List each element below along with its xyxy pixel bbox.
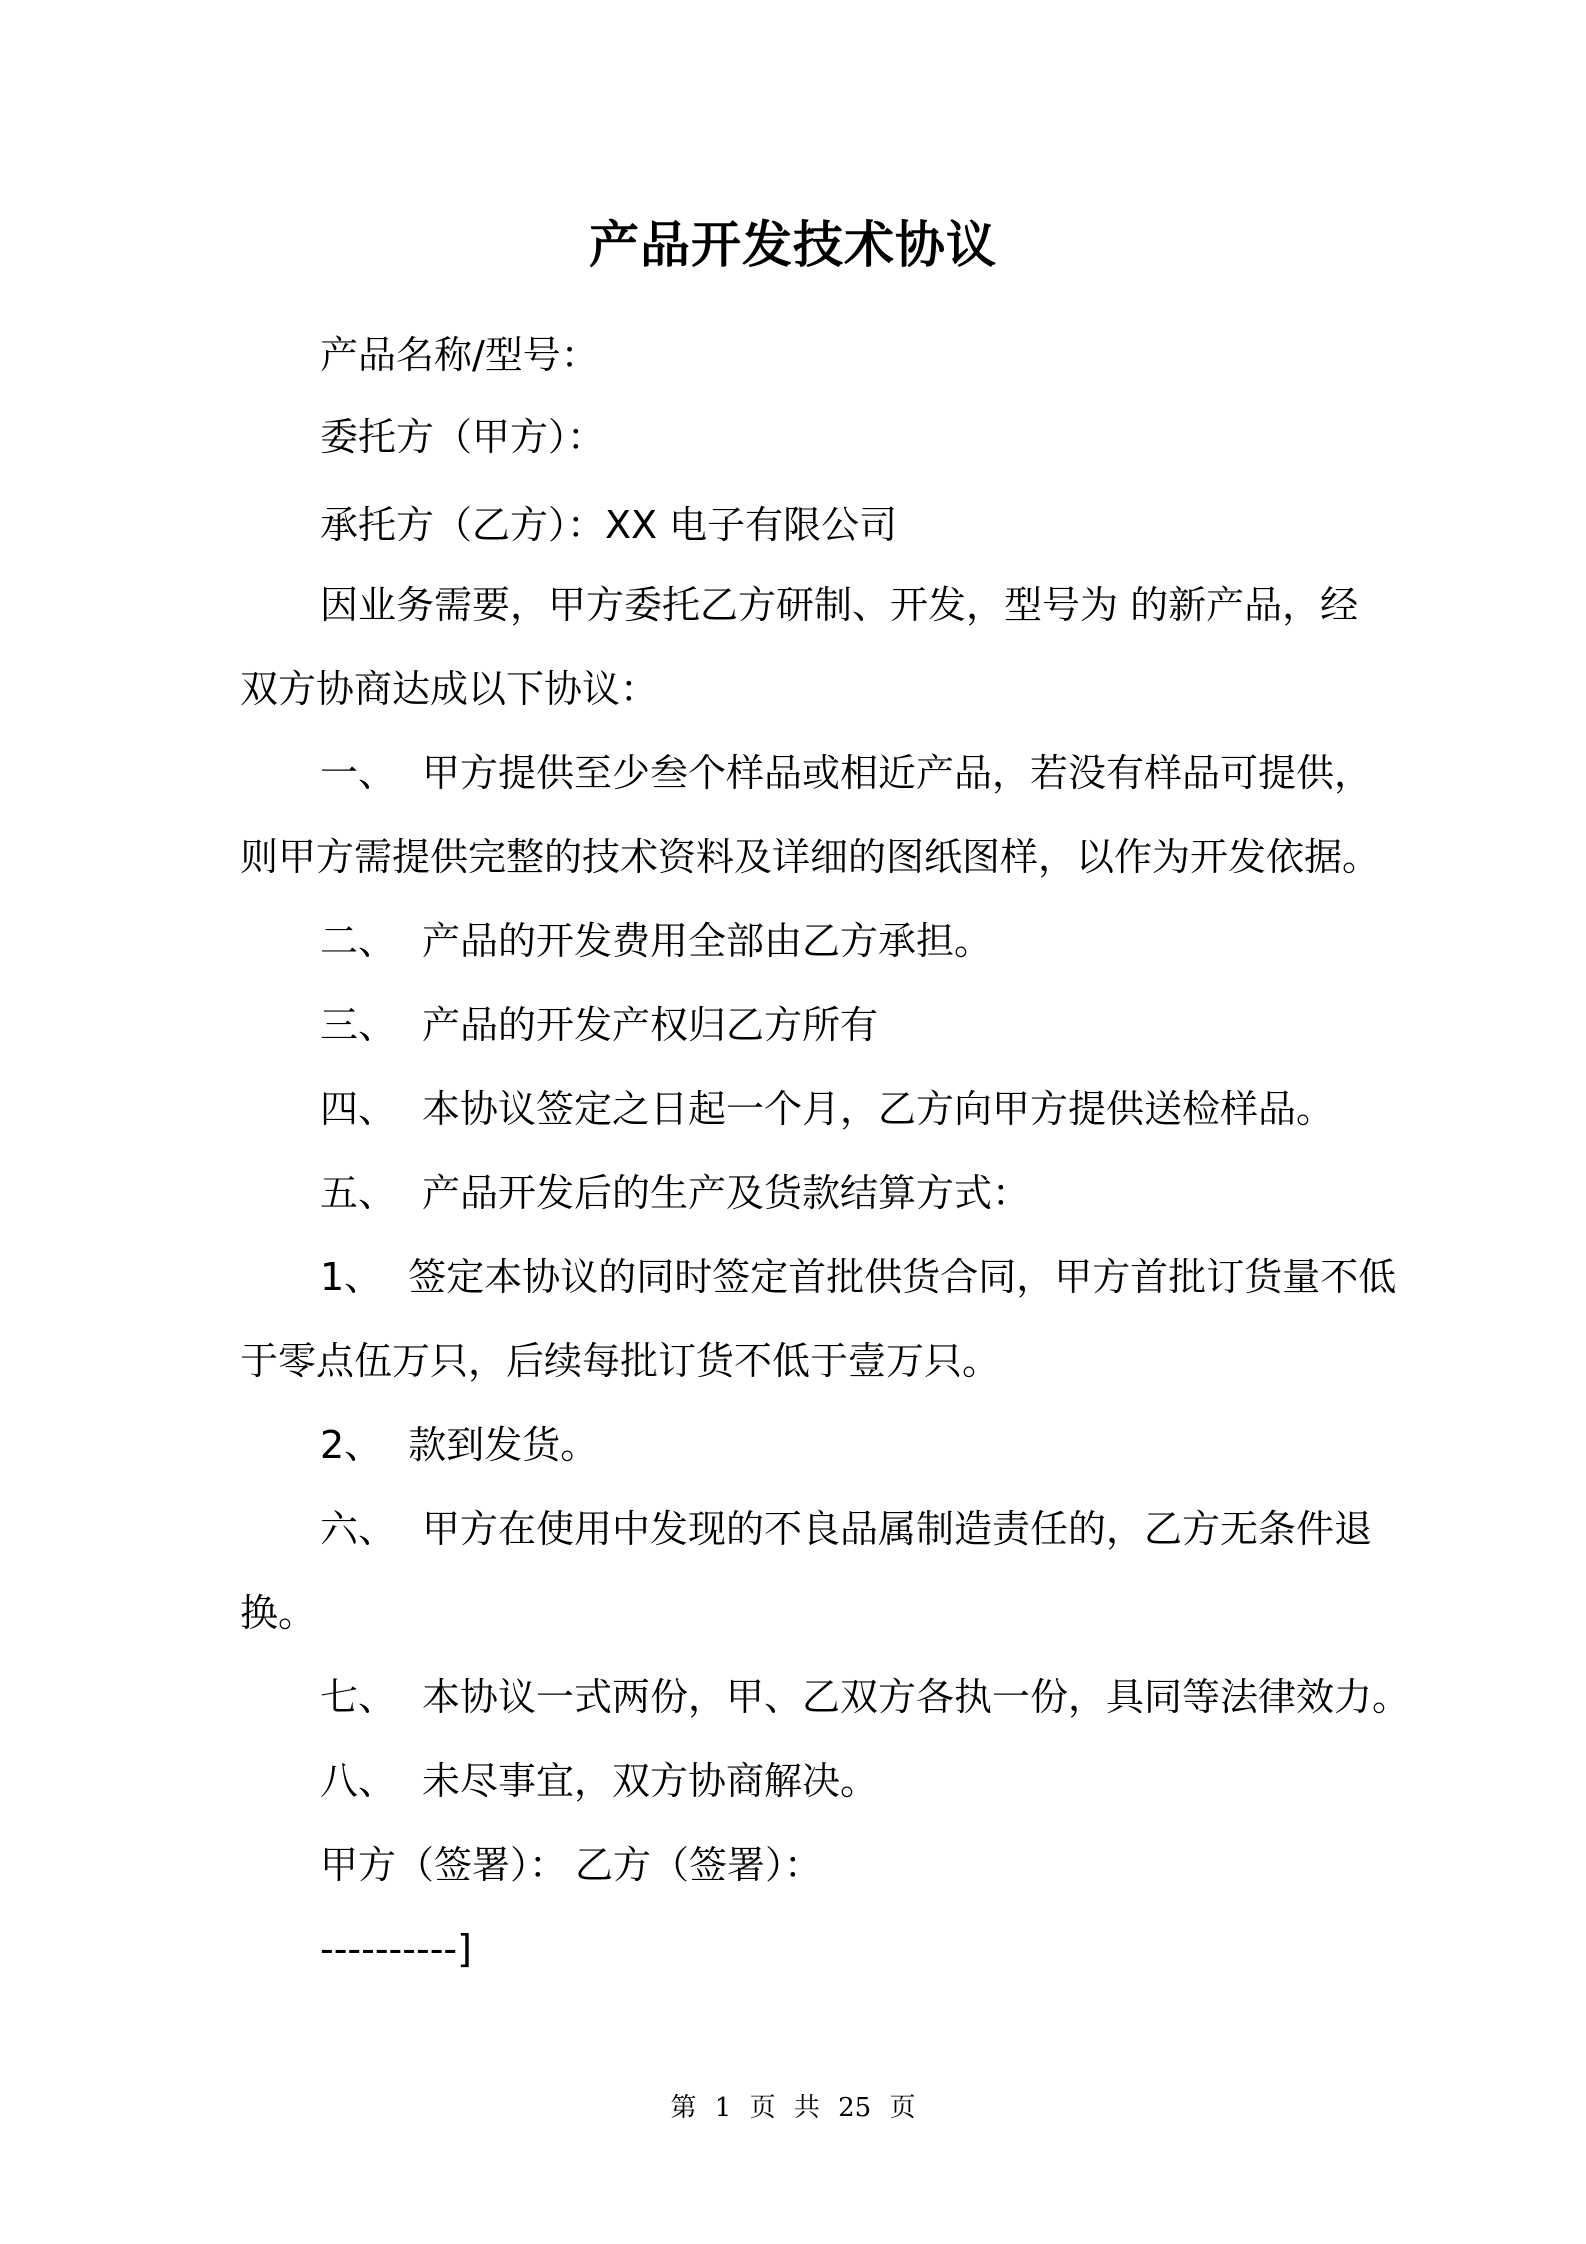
clause-4-number: 四、 — [320, 1087, 397, 1131]
subclause-1-number: 1、 — [320, 1255, 383, 1299]
signature-line — [320, 1840, 822, 1890]
clause-2 — [320, 916, 992, 966]
page-footer: 第 1 页 共 25 页 — [670, 2093, 916, 2123]
clause-4-text: 本协议签定之日起一个月，乙方向甲方提供送检样品。 — [422, 1087, 1335, 1131]
document-title: 产品开发技术协议 — [589, 216, 997, 274]
clause-2-text: 产品的开发费用全部由乙方承担。 — [422, 919, 993, 963]
clause-5-number: 五、 — [320, 1171, 397, 1215]
clause-2-number: 二、 — [320, 919, 397, 963]
clause-6-text: 甲方在使用中发现的不良品属制造责任的，乙方无条件退 — [422, 1507, 1373, 1551]
clause-1-line-2: 则甲方需提供完整的技术资料及详细的图纸图样，以作为开发依据。 — [240, 835, 1381, 879]
clause-1-number: 一、 — [320, 751, 397, 795]
party-b-signature: 乙方（签署）： — [575, 1843, 823, 1887]
clause-7 — [320, 1672, 1410, 1722]
clause-3 — [320, 1000, 878, 1050]
clause-5-text: 产品开发后的生产及货款结算方式： — [422, 1171, 1031, 1215]
end-mark: ----------] — [320, 1927, 472, 1971]
field-client: 委托方（甲方）： — [320, 415, 606, 459]
clause-3-number: 三、 — [320, 1003, 397, 1047]
clause-5 — [320, 1168, 1030, 1218]
subclause-2-text: 款到发货。 — [408, 1423, 599, 1467]
party-a-signature: 甲方（签署）： — [320, 1843, 568, 1887]
clause-1-text: 甲方提供至少叁个样品或相近产品，若没有样品可提供， — [422, 751, 1373, 795]
clause-7-text: 本协议一式两份，甲、乙双方各执一份，具同等法律效力。 — [422, 1675, 1411, 1719]
clause-1-line-1 — [320, 748, 1372, 798]
clause-6-line-2: 换。 — [240, 1591, 317, 1635]
subclause-2 — [320, 1420, 598, 1470]
clause-6-number: 六、 — [320, 1507, 397, 1551]
field-product-name: 产品名称/型号： — [320, 333, 599, 377]
intro-line-1: 因业务需要，甲方委托乙方研制、开发，型号为 的新产品，经 — [320, 583, 1359, 627]
clause-4 — [320, 1084, 1334, 1134]
intro-line-2: 双方协商达成以下协议： — [240, 667, 659, 711]
clause-6-line-1 — [320, 1504, 1372, 1554]
subclause-1-line-1 — [320, 1252, 1396, 1302]
clause-8 — [320, 1756, 878, 1806]
subclause-1-text: 签定本协议的同时签定首批供货合同，甲方首批订货量不低 — [408, 1255, 1397, 1299]
subclause-2-number: 2、 — [320, 1423, 383, 1467]
field-contractor: 承托方（乙方）：XX 电子有限公司 — [320, 503, 898, 547]
clause-3-text: 产品的开发产权归乙方所有 — [422, 1003, 879, 1047]
subclause-1-line-2: 于零点伍万只，后续每批订货不低于壹万只。 — [240, 1339, 1001, 1383]
clause-8-text: 未尽事宜，双方协商解决。 — [422, 1759, 879, 1803]
clause-7-number: 七、 — [320, 1675, 397, 1719]
clause-8-number: 八、 — [320, 1759, 397, 1803]
